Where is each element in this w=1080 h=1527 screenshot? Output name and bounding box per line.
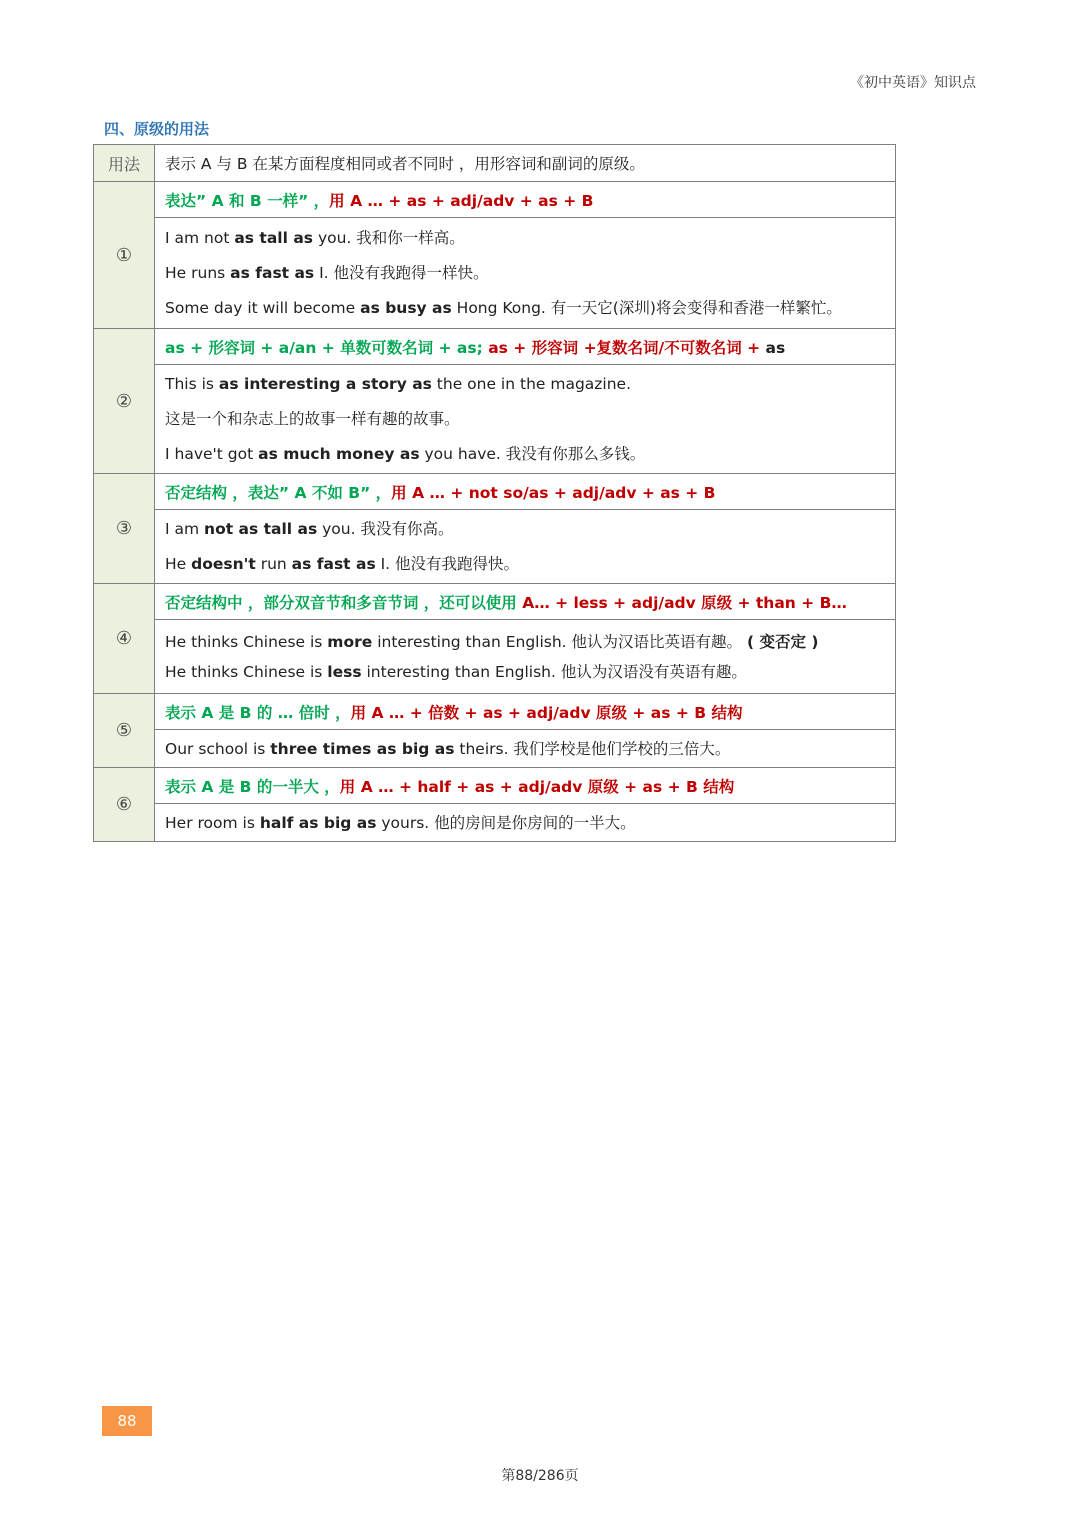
example-text: the one in the magazine.	[431, 374, 632, 393]
example-keyword: ( 变否定 )	[746, 632, 819, 651]
rule-row	[94, 768, 896, 804]
example-text: Our school is	[165, 739, 271, 758]
example-sentence	[165, 547, 885, 582]
rule-segment: 用 A … + as + adj/adv + as + B	[329, 191, 594, 210]
usage-label: 用法	[94, 145, 155, 182]
examples-cell	[155, 620, 896, 694]
rule-row	[94, 329, 896, 365]
document-header-note: 《初中英语》知识点	[850, 75, 976, 91]
example-text: I. 他没有我跑得一样快。	[314, 263, 489, 282]
example-keyword: more	[327, 632, 373, 651]
example-row	[94, 218, 896, 329]
examples-cell	[155, 730, 896, 768]
example-keyword: half as big as	[259, 813, 377, 832]
examples-cell	[155, 365, 896, 474]
rule-segment: as + 形容词 + a/an + 单数可数名词 + as;	[165, 338, 489, 357]
examples-cell	[155, 510, 896, 584]
example-text: I am	[165, 519, 205, 538]
example-sentence	[165, 221, 885, 256]
example-text: He	[165, 554, 192, 573]
example-keyword: as interesting a story as	[218, 374, 432, 393]
row-marker: ⑤	[94, 694, 155, 768]
example-text: This is	[165, 374, 219, 393]
example-keyword: as much money as	[258, 444, 420, 463]
example-text: He thinks Chinese is	[165, 632, 328, 651]
usage-row	[94, 145, 896, 182]
example-row	[94, 365, 896, 474]
rule-formula	[155, 584, 896, 620]
example-row	[94, 804, 896, 842]
rule-formula	[155, 474, 896, 510]
grammar-table	[93, 144, 896, 842]
rule-segment: A… + less + adj/adv 原级 + than + B…	[522, 593, 847, 612]
examples-cell	[155, 804, 896, 842]
example-text: interesting than English. 他认为汉语比英语有趣。	[372, 632, 747, 651]
example-row	[94, 620, 896, 694]
example-text: Her room is	[165, 813, 260, 832]
examples-cell	[155, 218, 896, 329]
rule-segment: as + 形容词 +复数名词/不可数名词 +	[488, 338, 761, 357]
example-text: you. 我和你一样高。	[313, 228, 465, 247]
example-sentence	[165, 291, 885, 326]
page-number-badge: 88	[102, 1406, 152, 1436]
usage-text: 表示 A 与 B 在某方面程度相同或者不同时 ，用形容词和副词的原级。	[155, 145, 896, 182]
rule-segment: 否定结构 ，表达” A 不如 B” ，	[165, 483, 392, 502]
example-keyword: doesn't	[191, 554, 256, 573]
example-text: you have. 我没有你那么多钱。	[419, 444, 646, 463]
rule-segment: as	[760, 338, 786, 357]
example-sentence	[165, 256, 885, 291]
row-marker: ③	[94, 474, 155, 584]
rule-formula	[155, 182, 896, 218]
example-text: He runs	[165, 263, 231, 282]
example-sentence	[165, 657, 885, 687]
example-keyword: three times as big as	[270, 739, 455, 758]
example-keyword: as fast as	[291, 554, 376, 573]
rule-segment: 表达” A 和 B 一样” ，	[165, 191, 330, 210]
example-text: Hong Kong. 有一天它(深圳)将会变得和香港一样繁忙。	[451, 298, 842, 317]
example-row	[94, 510, 896, 584]
example-text: theirs. 我们学校是他们学校的三倍大。	[454, 739, 731, 758]
rule-segment: 用 A … + not so/as + adj/adv + as + B	[391, 483, 716, 502]
rule-formula	[155, 329, 896, 365]
example-keyword: as tall as	[234, 228, 314, 247]
example-row	[94, 730, 896, 768]
example-text: I am not	[165, 228, 235, 247]
example-text: I have't got	[165, 444, 259, 463]
row-marker: ④	[94, 584, 155, 694]
example-sentence	[165, 737, 885, 761]
example-sentence	[165, 811, 885, 835]
example-keyword: less	[327, 662, 362, 681]
example-sentence	[165, 512, 885, 547]
rule-formula	[155, 768, 896, 804]
rule-segment: 表示 A 是 B 的一半大 ，	[165, 777, 340, 796]
row-marker: ①	[94, 182, 155, 329]
rule-segment: 否定结构中 ，部分双音节和多音节词 ，还可以使用	[165, 593, 523, 612]
page-footer: 第88/286页	[501, 1468, 579, 1484]
section-title: 四、原级的用法	[104, 120, 210, 138]
row-marker: ⑥	[94, 768, 155, 842]
rule-row	[94, 584, 896, 620]
example-sentence	[165, 437, 885, 472]
example-text: Some day it will become	[165, 298, 361, 317]
example-text: run	[255, 554, 292, 573]
example-keyword: not as tall as	[204, 519, 318, 538]
example-sentence	[165, 367, 885, 402]
example-text: interesting than English. 他认为汉语没有英语有趣。	[361, 662, 747, 681]
rule-segment: 用 A … + half + as + adj/adv 原级 + as + B 结构	[339, 777, 735, 796]
rule-row	[94, 182, 896, 218]
example-text: you. 我没有你高。	[317, 519, 454, 538]
example-keyword: as fast as	[230, 263, 315, 282]
rule-segment: 用 A … + 倍数 + as + adj/adv 原级 + as + B 结构	[350, 703, 743, 722]
example-text: He thinks Chinese is	[165, 662, 328, 681]
example-text: yours. 他的房间是你房间的一半大。	[376, 813, 636, 832]
example-text: I. 他没有我跑得快。	[375, 554, 520, 573]
example-text: 这是一个和杂志上的故事一样有趣的故事。	[165, 409, 460, 428]
example-sentence	[165, 627, 885, 657]
rule-row	[94, 694, 896, 730]
row-marker: ②	[94, 329, 155, 474]
rule-segment: 表示 A 是 B 的 … 倍时 ，	[165, 703, 351, 722]
example-keyword: as busy as	[360, 298, 452, 317]
rule-formula	[155, 694, 896, 730]
example-sentence	[165, 402, 885, 437]
rule-row	[94, 474, 896, 510]
